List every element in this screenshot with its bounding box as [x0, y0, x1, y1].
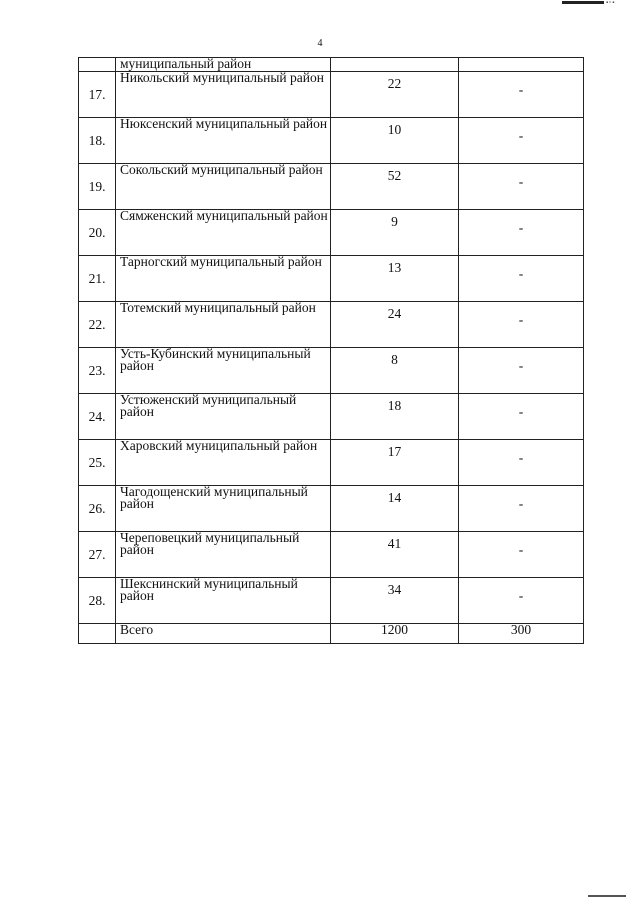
- value1-cell: 34: [331, 578, 459, 624]
- table-row: [79, 394, 584, 440]
- value2-cell: -: [459, 440, 584, 486]
- district-name-cell: муниципальный район: [116, 58, 331, 72]
- number-cell: 27.: [79, 532, 116, 578]
- scan-ticks: ▪▫▪: [606, 0, 616, 6]
- value2-cell: -: [459, 348, 584, 394]
- scan-artifact-top: [562, 0, 632, 6]
- district-name-cell: Череповецкий муниципальный район: [116, 532, 331, 578]
- district-name-cell: Сямженский муниципальный район: [116, 210, 331, 256]
- number-cell: 17.: [79, 72, 116, 118]
- value1-cell: 18: [331, 394, 459, 440]
- value2-cell: -: [459, 118, 584, 164]
- table-row-total: [79, 624, 584, 644]
- table-row: [79, 578, 584, 624]
- value1-cell: 52: [331, 164, 459, 210]
- value1-cell: 8: [331, 348, 459, 394]
- value1-cell: [331, 58, 459, 72]
- value2-cell: -: [459, 532, 584, 578]
- table-row: [79, 532, 584, 578]
- table-row: [79, 302, 584, 348]
- number-cell: 18.: [79, 118, 116, 164]
- number-cell: 21.: [79, 256, 116, 302]
- value2-cell: -: [459, 72, 584, 118]
- table-row: [79, 164, 584, 210]
- value1-cell: 17: [331, 440, 459, 486]
- table-row: [79, 118, 584, 164]
- number-cell: 20.: [79, 210, 116, 256]
- scan-bar: [562, 1, 604, 4]
- page-number: 4: [317, 38, 323, 49]
- value1-cell: 41: [331, 532, 459, 578]
- value2-cell: -: [459, 486, 584, 532]
- total-value2-cell: 300: [459, 624, 584, 644]
- table-row: [79, 256, 584, 302]
- district-name-cell: Устюженский муниципальный район: [116, 394, 331, 440]
- value2-cell: -: [459, 256, 584, 302]
- district-name-cell: Никольский муниципальный район: [116, 72, 331, 118]
- value1-cell: 9: [331, 210, 459, 256]
- table-row: [79, 440, 584, 486]
- value2-cell: -: [459, 210, 584, 256]
- district-table: [78, 57, 584, 644]
- value1-cell: 10: [331, 118, 459, 164]
- value1-cell: 22: [331, 72, 459, 118]
- number-cell: 25.: [79, 440, 116, 486]
- district-name-cell: Нюксенский муниципальный район: [116, 118, 331, 164]
- district-name-cell: Шекснинский муниципальный район: [116, 578, 331, 624]
- district-name-cell: Чагодощенский муниципальный район: [116, 486, 331, 532]
- value2-cell: -: [459, 578, 584, 624]
- number-cell: 24.: [79, 394, 116, 440]
- value2-cell: -: [459, 164, 584, 210]
- table-row: [79, 210, 584, 256]
- table-row: [79, 348, 584, 394]
- table-row: [79, 486, 584, 532]
- district-name-cell: Тарногский муниципальный район: [116, 256, 331, 302]
- value1-cell: 24: [331, 302, 459, 348]
- district-name-cell: Сокольский муниципальный район: [116, 164, 331, 210]
- value1-cell: 14: [331, 486, 459, 532]
- table-row: [79, 72, 584, 118]
- total-value1-cell: 1200: [331, 624, 459, 644]
- number-cell: [79, 58, 116, 72]
- number-cell: 22.: [79, 302, 116, 348]
- number-cell: [79, 624, 116, 644]
- value1-cell: 13: [331, 256, 459, 302]
- number-cell: 26.: [79, 486, 116, 532]
- district-name-cell: Тотемский муниципальный район: [116, 302, 331, 348]
- value2-cell: -: [459, 302, 584, 348]
- total-label-cell: Всего: [116, 624, 331, 644]
- scan-artifact-bottom: [588, 895, 626, 897]
- number-cell: 23.: [79, 348, 116, 394]
- value2-cell: -: [459, 394, 584, 440]
- district-name-cell: Усть-Кубинский муниципальный район: [116, 348, 331, 394]
- number-cell: 19.: [79, 164, 116, 210]
- value2-cell: [459, 58, 584, 72]
- district-name-cell: Харовский муниципальный район: [116, 440, 331, 486]
- number-cell: 28.: [79, 578, 116, 624]
